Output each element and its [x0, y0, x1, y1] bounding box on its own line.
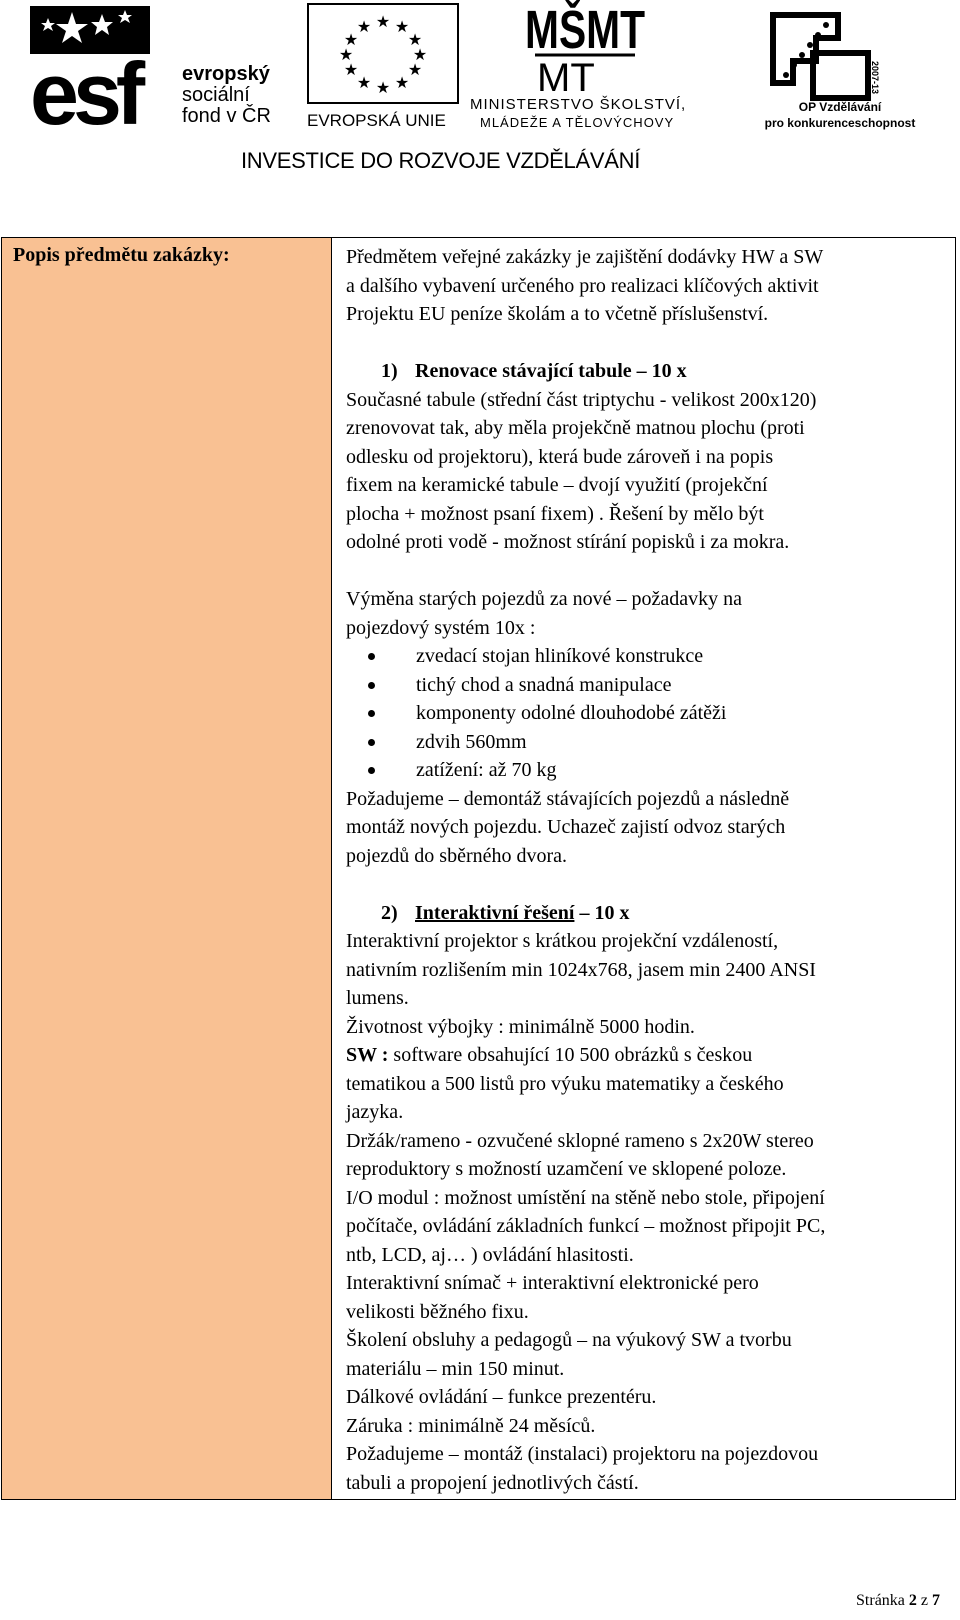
svg-text:★: ★ — [412, 45, 428, 64]
section1-line: fixem na keramické tabule – dvojí využití (projekční — [346, 474, 768, 496]
esf-mark-icon — [30, 6, 190, 143]
svg-text:★: ★ — [375, 78, 391, 97]
bullet-item: tichý chod a snadná manipulace — [346, 671, 951, 700]
svg-text:★: ★ — [343, 30, 359, 49]
svg-text:★: ★ — [343, 60, 359, 79]
svg-text:★: ★ — [394, 73, 410, 92]
page-footer — [856, 1592, 940, 1610]
svg-text:★: ★ — [407, 30, 423, 49]
section2-line: lumens. — [346, 987, 409, 1009]
footer-total: 7 — [932, 1592, 940, 1609]
bullet-item: zvedací stojan hliníkové konstrukce — [346, 642, 951, 671]
section1-line: Současné tabule (střední část triptychu - velikost 200x120) — [346, 388, 817, 411]
label-cell — [2, 238, 332, 1499]
svg-text:★: ★ — [407, 60, 423, 79]
section1-number: 1) — [381, 360, 398, 382]
footer-prefix: Stránka — [856, 1592, 909, 1609]
esf-line1: evropský — [182, 63, 270, 85]
section2-line: jazyka. — [346, 1101, 404, 1123]
bullet-item: zatížení: až 70 kg — [346, 756, 951, 785]
pojezd-after-line: montáž nových pojezdu. Uchazeč zajistí odvoz starých — [346, 816, 786, 838]
section1-title: Renovace stávající tabule – 10 x — [415, 360, 687, 382]
section2-line: nativním rozlišením min 1024x768, jasem min 2400 ANSI — [346, 958, 816, 981]
content-text — [346, 243, 951, 1497]
intro-line: a dalšího vybavení určeného pro realizaci klíčových aktivit — [346, 274, 819, 297]
section2-line: I/O modul : možnost umístění na stěně nebo stole, připojení — [346, 1186, 825, 1209]
msmt-logo — [470, 0, 745, 131]
description-table — [1, 237, 956, 1500]
section2-line: Požadujeme – montáž (instalaci) projektoru na pojezdovou — [346, 1443, 819, 1465]
section2-line: tabuli a propojení jednotlivých částí. — [346, 1471, 639, 1494]
svg-text:MŠMT: MŠMT — [525, 0, 684, 60]
op-logo — [750, 3, 940, 131]
section2-title-rest: – 10 x — [574, 901, 630, 924]
section1-line: odolné proti vodě - možnost stírání popisků i za mokra. — [346, 531, 790, 553]
op-mark-icon — [768, 13, 878, 103]
pojezd-line: Výměna starých pojezdů za nové – požadavky na — [346, 588, 742, 610]
section2-title: Interaktivní řešení — [415, 901, 575, 924]
section2-line: tematikou a 500 listů pro výuku matematiky a českého — [346, 1072, 784, 1095]
msmt-line1: MINISTERSTVO ŠKOLSTVÍ, — [470, 96, 687, 113]
sw-text: software obsahující 10 500 obrázků s českou — [388, 1044, 753, 1066]
svg-text:★: ★ — [338, 45, 354, 64]
msmt-line2: MLÁDEŽE A TĚLOVÝCHOVY — [480, 115, 675, 130]
esf-line3: fond v ČR — [182, 105, 271, 127]
intro-line: Předmětem veřejné zakázky je zajištění dodávky HW a SW — [346, 246, 824, 268]
section2-line: Záruka : minimálně 24 měsíců. — [346, 1414, 596, 1437]
op-line2: pro konkurenceschopnost — [764, 116, 916, 130]
section1-line: zrenovovat tak, aby měla projekčně matnou plochu (proti — [346, 417, 805, 439]
footer-page: 2 — [908, 1592, 917, 1609]
section2-line: velikosti běžného fixu. — [346, 1300, 529, 1323]
section2-heading — [346, 899, 951, 928]
esf-line2: sociální — [182, 84, 250, 106]
section2-line: Životnost výbojky : minimálně 5000 hodin. — [346, 1015, 695, 1038]
section2-line: Držák/rameno - ozvučené sklopné rameno s 2x20W stereo — [346, 1129, 814, 1152]
section2-line: ntb, LCD, aj… ) ovládání hlasitosti. — [346, 1243, 634, 1266]
section2-line: materiálu – min 150 minut. — [346, 1357, 565, 1380]
section2-number: 2) — [381, 901, 398, 924]
section2-line: Dálkové ovládání – funkce prezentéru. — [346, 1386, 657, 1408]
bullet-item: zdvih 560mm — [346, 728, 951, 757]
label-text: Popis předmětu zakázky: — [13, 244, 230, 266]
svg-text:★: ★ — [356, 73, 372, 92]
svg-text:★: ★ — [394, 17, 410, 36]
eu-logo — [307, 3, 462, 131]
svg-text:★: ★ — [356, 17, 372, 36]
section2-line: počítače, ovládání základních funkcí – možnost připojit PC, — [346, 1215, 826, 1237]
section1-line: odlesku od projektoru), která bude zároveň i na popis — [346, 445, 774, 468]
svg-text:MT: MT — [537, 56, 595, 100]
section1-heading — [346, 357, 951, 386]
msmt-mark-icon — [525, 0, 684, 100]
section2-line: reproduktory s možností uzamčení ve sklopené poloze. — [346, 1158, 787, 1180]
op-line1: OP Vzdělávání — [798, 100, 882, 114]
eu-flag-icon — [307, 3, 459, 104]
investice-tagline: INVESTICE DO ROZVOJE VZDĚLÁVÁNÍ — [241, 148, 641, 173]
section2-line: Interaktivní projektor s krátkou projekční vzdáleností, — [346, 930, 779, 952]
svg-text:esf: esf — [30, 44, 140, 143]
bullet-item: komponenty odolné dlouhodobé zátěži — [346, 699, 951, 728]
pojezd-after-line: pojezdů do sběrného dvora. — [346, 844, 568, 867]
svg-text:★: ★ — [375, 12, 391, 31]
pojezd-bullet-list — [346, 642, 951, 785]
section1-line: plocha + možnost psaní fixem) . Řešení by mělo být — [346, 502, 764, 525]
esf-logo — [30, 6, 295, 143]
sw-label: SW : — [346, 1044, 389, 1066]
pojezd-line: pojezdový systém 10x : — [346, 616, 536, 639]
section2-line: Interaktivní snímač + interaktivní elektronické pero — [346, 1272, 759, 1294]
header-logos — [0, 0, 960, 190]
section2-line: Školení obsluhy a pedagogů – na výukový SW a tvorbu — [346, 1329, 792, 1351]
pojezd-after-line: Požadujeme – demontáž stávajících pojezdů a následně — [346, 787, 790, 810]
content-cell — [332, 238, 955, 1499]
footer-middle: z — [916, 1592, 932, 1609]
svg-text:2007-13: 2007-13 — [870, 61, 880, 95]
eu-label: EVROPSKÁ UNIE — [307, 111, 446, 130]
intro-line: Projektu EU peníze školám a to včetně příslušenství. — [346, 303, 769, 325]
sw-line — [346, 1041, 951, 1070]
